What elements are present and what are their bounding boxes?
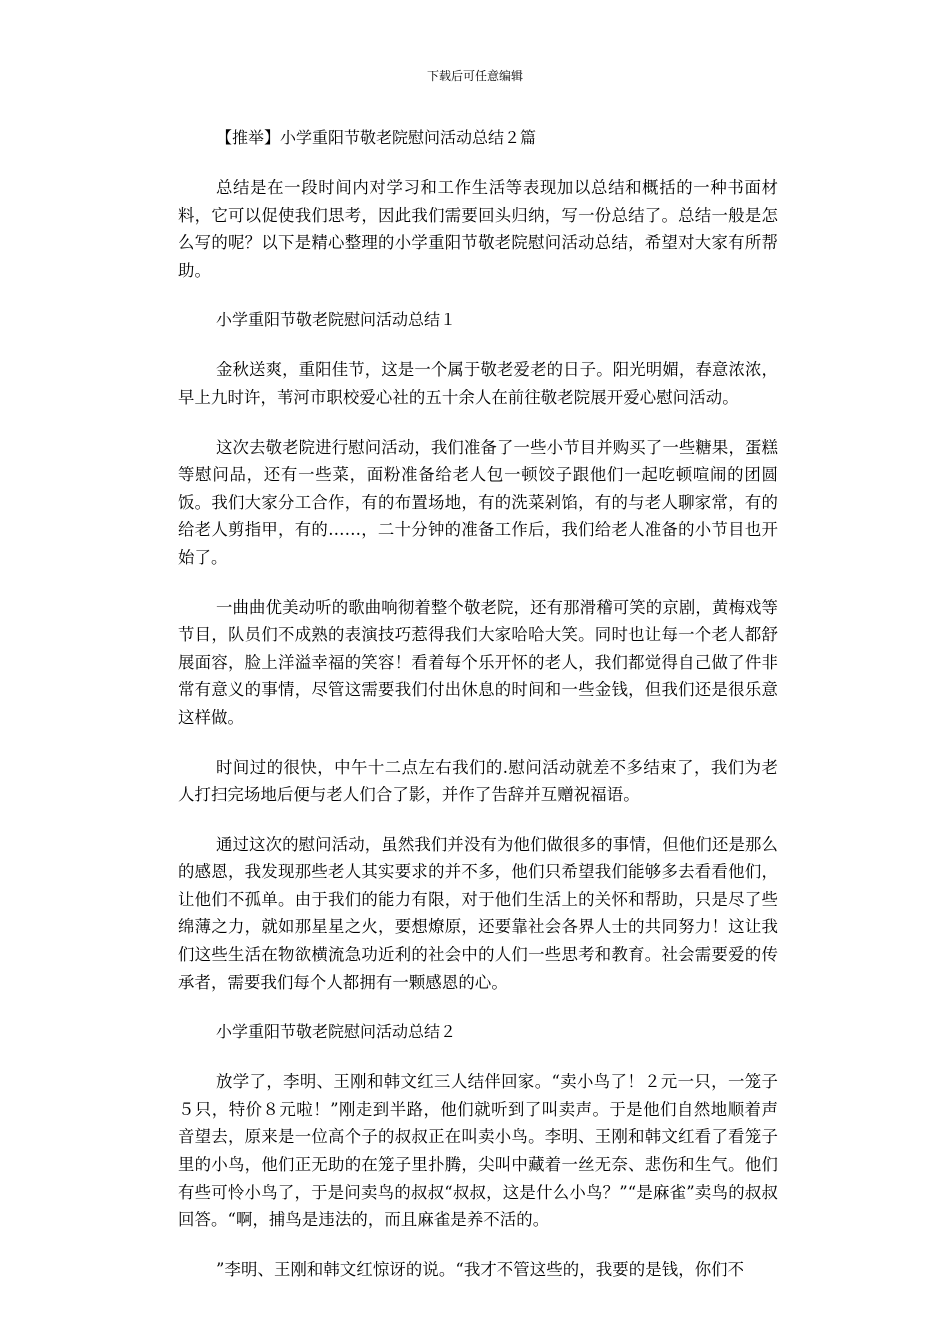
intro-paragraph: 总结是在一段时间内对学习和工作生活等表现加以总结和概括的一种书面材料，它可以促使我们思考，因此我们需要回头归纳，写一份总结了。总结一般是怎么写的呢？以下是精心整理的小学重阳节敬老院慰问活动总结，希望对大家有所帮助。 [178,178,778,280]
paragraph: ”李明、王刚和韩文红惊讶的说。“我才不管这些的，我要的是钱，你们不 [216,1259,745,1279]
header-note: 下载后可任意编辑 [426,69,523,83]
paragraph: 通过这次的慰问活动，虽然我们并没有为他们做很多的事情，但他们还是那么的感恩，我发现那些老人其实要求的并不多，他们只希望我们能够多去看看他们，让他们不孤单。由于我们的能力有限，对于他们生活上的关怀和帮助，只是尽了些绵薄之力，就如那星星之火，要想燎原，还要靠社会各界人士的共同努力！这让我们这些生活在物欲横流急功近利的社会中的人们一些思考和教育。社会需要爱的传承者，需要我们每个人都拥有一颗感恩的心。 [178,834,778,992]
paragraph: 金秋送爽，重阳佳节，这是一个属于敬老爱老的日子。阳光明媚，春意浓浓，早上九时许，苇河市职校爱心社的五十余人在前往敬老院展开爱心慰问活动。 [178,360,778,407]
section-heading-1: 小学重阳节敬老院慰问活动总结１ [216,310,457,330]
paragraph: 一曲曲优美动听的歌曲响彻着整个敬老院，还有那滑稽可笑的京剧，黄梅戏等节目，队员们不成熟的表演技巧惹得我们大家哈哈大笑。同时也让每一个老人都舒展面容，脸上洋溢幸福的笑容！看着每个乐开怀的老人，我们都觉得自己做了件非常有意义的事情，尽管这需要我们付出休息的时间和一些金钱，但我们还是很乐意这样做。 [178,597,778,727]
document-body [178,124,778,1305]
document-title: 【推举】小学重阳节敬老院慰问活动总结２篇 [216,128,537,147]
paragraph: 这次去敬老院进行慰问活动，我们准备了一些小节目并购买了一些糖果，蛋糕等慰问品，还有一些菜，面粉准备给老人包一顿饺子跟他们一起吃顿喧闹的团圆饭。我们大家分工合作，有的布置场地，有的洗菜剁馅，有的与老人聊家常，有的给老人剪指甲，有的……，二十分钟的准备工作后，我们给老人准备的小节目也开始了。 [178,437,778,567]
paragraph: 放学了，李明、王刚和韩文红三人结伴回家。“卖小鸟了！２元一只，一笼子５只，特价８元啦！”刚走到半路，他们就听到了叫卖声。于是他们自然地顺着声音望去，原来是一位高个子的叔叔正在叫卖小鸟。李明、王刚和韩文红看了看笼子里的小鸟，他们正无助的在笼子里扑腾，尖叫中藏着一丝无奈、悲伤和生气。他们有些可怜小鸟了，于是问卖鸟的叔叔“叔叔，这是什么小鸟？”“是麻雀”卖鸟的叔叔回答。“啊，捕鸟是违法的，而且麻雀是养不活的。 [178,1072,778,1230]
section-heading-2: 小学重阳节敬老院慰问活动总结２ [216,1022,457,1042]
paragraph: 时间过的很快，中午十二点左右我们的.慰问活动就差不多结束了，我们为老人打扫完场地后便与老人们合了影，并作了告辞并互赠祝福语。 [178,757,778,805]
